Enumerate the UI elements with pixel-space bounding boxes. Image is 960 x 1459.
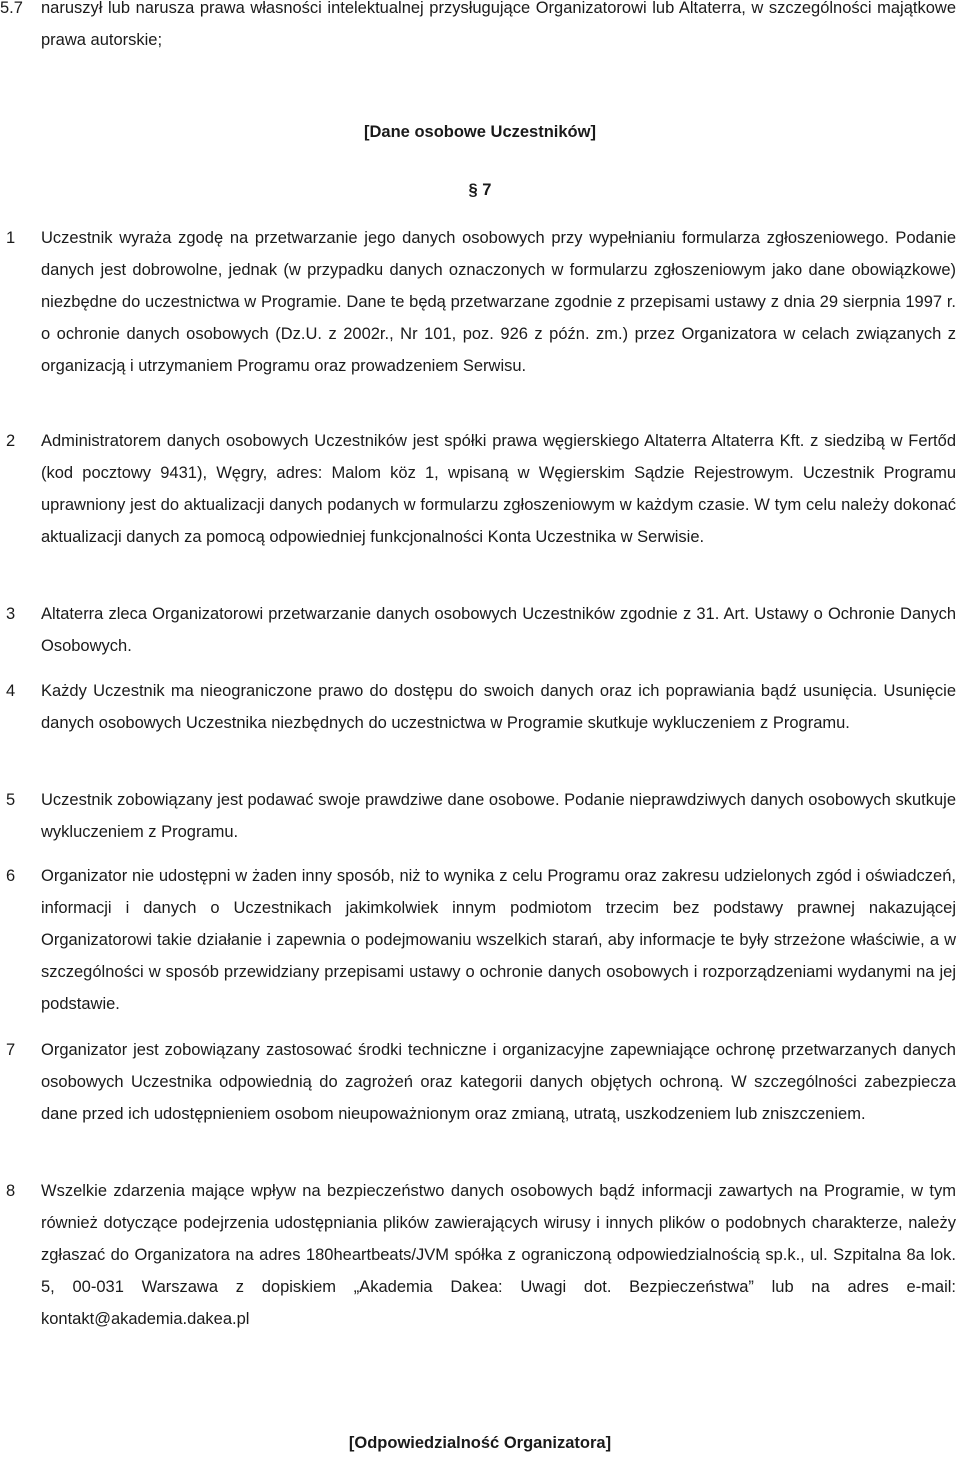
paragraph-7 xyxy=(0,1034,958,1130)
paragraph-text: Administratorem danych osobowych Uczestników jest spółki prawa węgierskiego Altaterra Altaterra Kft. z siedzibą w Fertőd (kod pocztowy 9431), Węgry, adres: Malom köz 1, wpisaną w Węgierskim Sądzie Rejestrowym. Uczestnik Programu uprawniony jest do aktualizacji danych podanych w formularzu zgłoszeniowym w każdym czasie. W tym celu należy dokonać aktualizacji danych za pomocą odpowiedniej funkcjonalności Konta Uczestnika w Serwisie. xyxy=(41,432,956,546)
clause-5-7 xyxy=(0,0,958,56)
paragraph-2 xyxy=(0,425,958,553)
paragraph-8 xyxy=(0,1175,958,1335)
paragraph-text: Organizator nie udostępni w żaden inny sposób, niż to wynika z celu Programu oraz zakresu udzielonych zgód i oświadczeń, informacji i danych o Uczestnikach jakimkolwiek innym podmiotom trzecim bez podstawy prawnej nakazującej Organizatorowi takie działanie i zapewnia o podejmowaniu wszelkich starań, aby informacje te były strzeżone właściwie, a w szczególności w sposób przewidziany przepisami ustawy o ochronie danych osobowych i rozporządzeniami wydanymi na jej podstawie. xyxy=(41,867,956,1013)
clause-text: naruszył lub narusza prawa własności intelektualnej przysługujące Organizatorowi lub Altaterra, w szczególności majątkowe prawa autorskie; xyxy=(41,0,956,49)
next-section-heading: [Odpowiedzialność Organizatora] xyxy=(348,1434,612,1452)
paragraph-number: 6 xyxy=(6,867,16,885)
paragraph-number: 2 xyxy=(6,432,16,450)
paragraph-text: Wszelkie zdarzenia mające wpływ na bezpieczeństwo danych osobowych bądź informacji zawartych na Programie, w tym również dotyczące podejrzenia udostępniania plików zawierających wirusy i innych plików o podobnych charakterze, należy zgłaszać do Organizatora na adres 180heartbeats/JVM spółka z ograniczoną odpowiedzialnością sp.k., ul. Szpitalna 8a lok. 5, 00-031 Warszawa z dopiskiem „Akademia Dakea: Uwagi dot. Bezpieczeństwa” lub na adres e-mail: kontakt@akademia.dakea.pl xyxy=(41,1182,956,1328)
paragraph-number: 3 xyxy=(6,605,16,623)
paragraph-6 xyxy=(0,860,958,1020)
paragraph-number: 8 xyxy=(6,1182,16,1200)
section-number: § 7 xyxy=(468,181,492,199)
paragraph-text: Każdy Uczestnik ma nieograniczone prawo do dostępu do swoich danych oraz ich poprawiania bądź usunięcia. Usunięcie danych osobowych Uczestnika niezbędnych do uczestnictwa w Programie skutkuje wykluczeniem z Programu. xyxy=(41,682,956,732)
paragraph-text: Uczestnik zobowiązany jest podawać swoje prawdziwe dane osobowe. Podanie nieprawdziwych danych osobowych skutkuje wykluczeniem z Programu. xyxy=(41,791,956,841)
paragraph-1 xyxy=(0,222,958,382)
paragraph-number: 5 xyxy=(6,791,16,809)
paragraph-3 xyxy=(0,598,958,662)
paragraph-number: 1 xyxy=(6,229,16,247)
paragraph-5 xyxy=(0,784,958,848)
paragraph-number: 4 xyxy=(6,682,16,700)
paragraph-number: 7 xyxy=(6,1041,16,1059)
section-heading: [Dane osobowe Uczestników] xyxy=(364,123,596,141)
paragraph-4 xyxy=(0,675,958,739)
paragraph-text: Organizator jest zobowiązany zastosować środki techniczne i organizacyjne zapewniające ochronę przetwarzanych danych osobowych Uczestnika odpowiednią do zagrożeń oraz kategorii danych objętych ochroną. W szczególności zabezpiecza dane przed ich udostępnieniem osobom nieupoważnionym oraz zmianą, utratą, uszkodzeniem lub zniszczeniem. xyxy=(41,1041,956,1123)
paragraph-text: Uczestnik wyraża zgodę na przetwarzanie jego danych osobowych przy wypełnianiu formularza zgłoszeniowego. Podanie danych jest dobrowolne, jednak (w przypadku danych oznaczonych w formularzu zgłoszeniowym jako dane obowiązkowe) niezbędne do uczestnictwa w Programie. Dane te będą przetwarzane zgodnie z przepisami ustawy z dnia 29 sierpnia 1997 r. o ochronie danych osobowych (Dz.U. z 2002r., Nr 101, poz. 926 z późn. zm.) przez Organizatora w celach związanych z organizacją i utrzymaniem Programu oraz prowadzeniem Serwisu. xyxy=(41,229,956,375)
paragraph-text: Altaterra zleca Organizatorowi przetwarzanie danych osobowych Uczestników zgodnie z 31. Art. Ustawy o Ochronie Danych Osobowych. xyxy=(41,605,956,655)
clause-number: 5.7 xyxy=(0,0,23,17)
